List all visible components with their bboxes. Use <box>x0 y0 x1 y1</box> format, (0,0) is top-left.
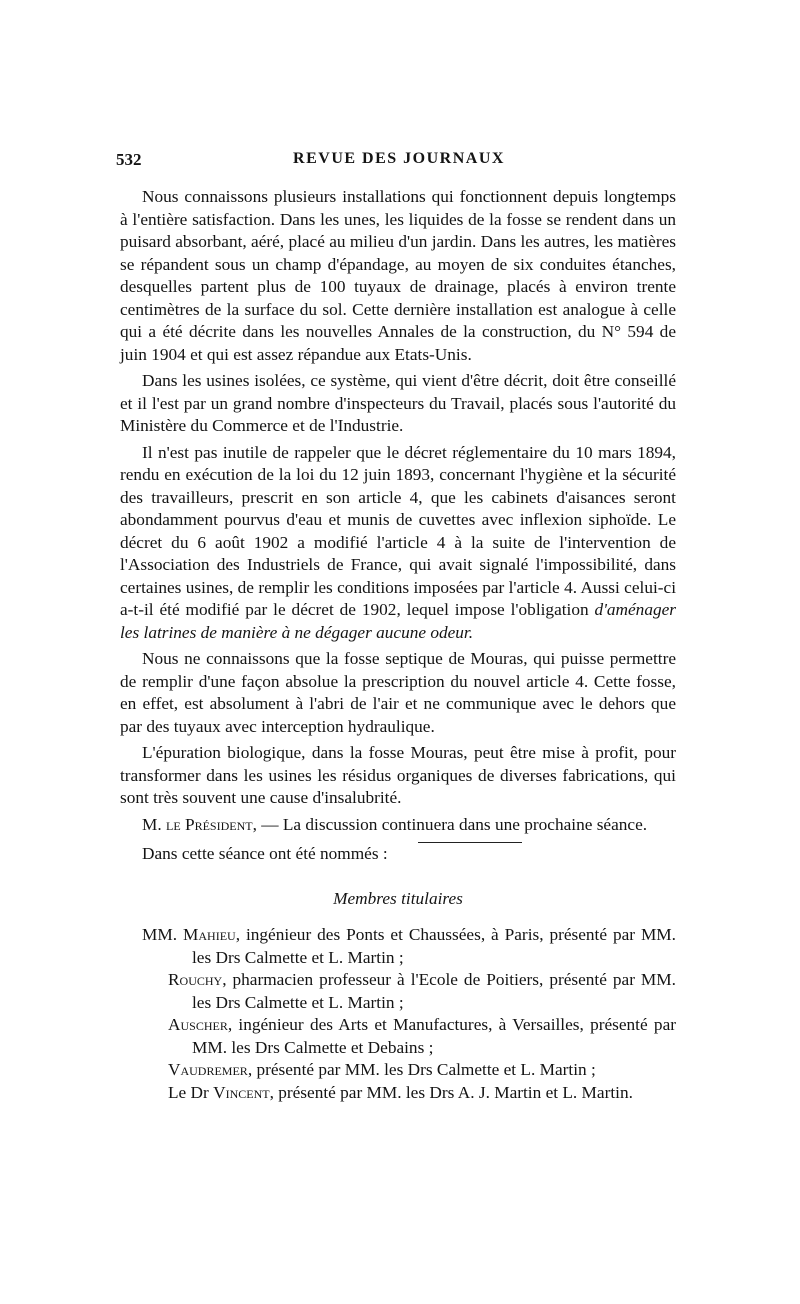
member-prefix: Le Dr <box>168 1082 214 1102</box>
member-list <box>120 924 676 1104</box>
page-header <box>116 150 682 180</box>
running-head: REVUE DES JOURNAUX <box>293 150 505 167</box>
paragraph-3-text: Il n'est pas inutile de rappeler que le décret réglementaire du 10 mars 1894, rendu en exécution de la loi du 12 juin 1893, concernant l'hygiène et la sécurité des travailleurs, prescrit en son article 4, que les cabinets d'aisances seront abondamment pourvus d'eau et munis de cuvettes avec inflexion siphoïde. Le décret du 6 août 1902 a modifié l'article 4 à la suite de l'intervention de l'Association des Industriels de France, qui avait signalé l'impossibilité, dans certaines usines, de remplir les conditions imposées par l'article 4. Aussi celui-ci a-t-il été modifié par le décret de 1902, lequel impose l'obligation <box>120 442 676 619</box>
member-details: , présenté par MM. les Drs A. J. Martin et L. Martin. <box>269 1082 633 1102</box>
paragraph-4: Nous ne connaissons que la fosse septique de Mouras, qui puisse permettre de remplir d'une façon absolue la prescription du nouvel article 4. Cette fosse, en effet, est absolument à l'abri de l'air et ne communique avec le dehors que par des tuyaux avec interception hydraulique. <box>120 649 676 736</box>
paragraph-3 <box>120 442 676 645</box>
member-name: Rouchy <box>168 970 223 989</box>
italic-quote: d'aménager les latrines de manière à ne dégager aucune odeur. <box>120 600 676 642</box>
member-name: Vincent <box>213 1082 270 1102</box>
member-details: , présenté par MM. les Drs Calmette et L. Martin ; <box>247 1060 596 1079</box>
section-divider <box>418 842 522 843</box>
paragraph-1: Nous connaissons plusieurs installations qui fonctionnent depuis longtemps à l'entière satisfaction. Dans les unes, les liquides de la fosse se rendent dans un puisard absorbant, aéré, placé au milieu d'un jardin. Dans les autres, les matières se répandent sous un champ d'épandage, au moyen de six conduites étanches, desquelles partent plus de 100 tuyaux de drainage, placés à environ trente centimètres de la surface du sol. Cette dernière installation est analogue à celle qui a été décrite dans les nouvelles Annales de la construction, du N° 594 de juin 1904 et qui est assez répandue aux Etats-Unis. <box>120 187 676 364</box>
member-item <box>120 969 676 1014</box>
paragraph-5: L'épuration biologique, dans la fosse Mouras, peut être mise à profit, pour transformer dans les usines les résidus organiques de diverses fabrications, qui sont très souvent une cause d'insalubrité. <box>120 743 676 807</box>
mm-label: MM. <box>142 925 178 944</box>
page-number: 532 <box>116 150 142 169</box>
announcement: Dans cette séance ont été nommés : <box>142 844 388 863</box>
member-item <box>120 924 676 969</box>
president-statement: M. le Président, — La discussion continuera dans une prochaine séance. <box>142 814 648 834</box>
member-name: Vaudremer <box>168 1060 248 1079</box>
paragraph-2: Dans les usines isolées, ce système, qui vient d'être décrit, doit être conseillé et il l'est par un grand nombre d'inspecteurs du Travail, placés sous l'autorité du Ministère du Commerce et de l'Industrie. <box>120 371 676 435</box>
member-details: , ingénieur des Arts et Manufactures, à Versailles, présenté par MM. les Drs Calmette et Debains ; <box>192 1015 676 1057</box>
article-body <box>120 186 676 1104</box>
member-name: Mahieu <box>183 925 236 944</box>
section-title: Membres titulaires <box>333 888 463 908</box>
member-item <box>120 1014 676 1059</box>
member-item <box>120 1059 676 1082</box>
speaker-label: M. le Président <box>142 814 253 834</box>
member-item <box>120 1082 676 1105</box>
member-name: Auscher <box>168 1015 228 1034</box>
president-text: — La discussion continuera dans une prochaine séance. <box>261 814 648 834</box>
member-details: , pharmacien professeur à l'Ecole de Poitiers, présenté par MM. les Drs Calmette et L. Martin ; <box>192 970 676 1012</box>
member-details: , ingénieur des Ponts et Chaussées, à Paris, présenté par MM. les Drs Calmette et L. Martin ; <box>192 925 676 967</box>
